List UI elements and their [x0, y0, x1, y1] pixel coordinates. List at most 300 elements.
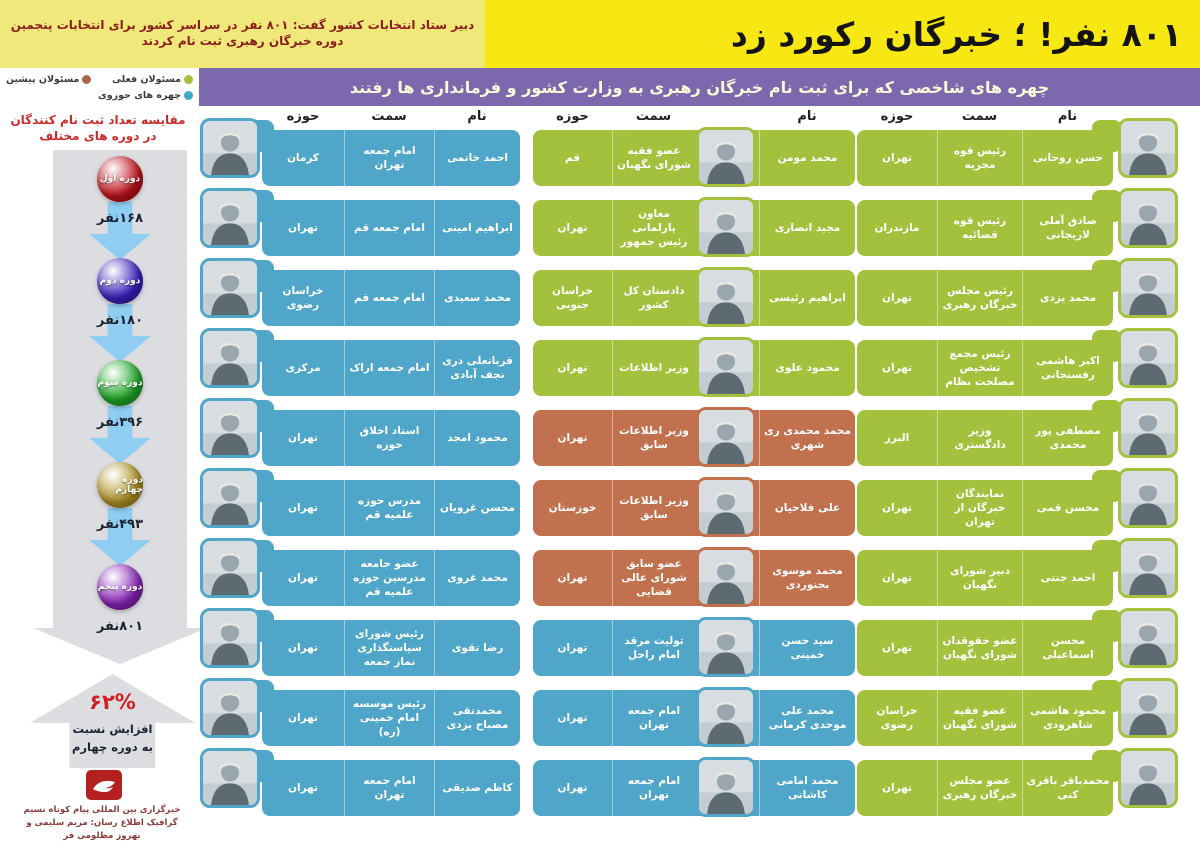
name-value: محمود علوی [775, 361, 840, 374]
table-row [533, 130, 855, 186]
person-avatar-icon [699, 340, 753, 394]
district-cell [262, 410, 344, 466]
position-value: امام جمعه تهران [627, 704, 681, 731]
position-cell [612, 130, 695, 186]
district-value: تهران [288, 221, 318, 234]
person-avatar-icon [699, 550, 753, 604]
name-cell [759, 550, 855, 606]
table-row [857, 340, 1113, 396]
district-cell [262, 550, 344, 606]
position-value: امام جمعه قم [353, 221, 426, 234]
column-header-name: نام [797, 108, 817, 124]
person-photo [1118, 608, 1178, 668]
person-avatar-icon [1121, 541, 1175, 595]
name-cell [759, 410, 855, 466]
table-row [533, 550, 855, 606]
position-value: استاد اخلاق حوزه [359, 424, 420, 451]
comparison-title: مقایسه تعداد ثبت نام کنندگان در دوره های مختلف [10, 113, 186, 144]
position-cell [937, 620, 1022, 676]
table-row [262, 550, 520, 606]
period-count: ۸۰۱نفر [96, 619, 144, 634]
name-value: رضا تقوی [451, 641, 504, 654]
person-avatar-icon [203, 261, 257, 315]
column-header-district: حوزه [880, 108, 914, 124]
district-cell [262, 130, 344, 186]
name-value: سید حسن خمینی [781, 634, 834, 661]
table-row [533, 270, 855, 326]
district-cell [533, 200, 612, 256]
name-value: محمد امامی کاشانی [776, 774, 839, 801]
name-value: محمد غروی [447, 571, 508, 584]
position-value: رئیس قوه مجریه [953, 144, 1007, 171]
district-cell [857, 200, 937, 256]
name-value: محسن قمی [1036, 501, 1100, 514]
banner-text: چهره های شاخصی که برای ثبت نام خبرگان رهبری به وزارت کشور و فرمانداری ها رفتند [349, 77, 1050, 97]
name-value: محمد سعیدی [443, 291, 512, 304]
legend-label: چهره های حوزوی [98, 89, 181, 101]
table-row [262, 200, 520, 256]
position-value: وزیر اطلاعات سابق [619, 494, 689, 521]
name-cell [434, 690, 520, 746]
position-value: دادستان کل کشور [623, 284, 685, 311]
person-photo [696, 197, 756, 257]
name-value: محمد یزدی [1039, 291, 1097, 304]
period-label: دوره دوم [99, 276, 141, 286]
district-cell [262, 690, 344, 746]
legend [0, 68, 199, 106]
district-cell [533, 480, 612, 536]
person-photo [200, 118, 260, 178]
position-value: معاون پارلمانی رئیس جمهور [620, 207, 688, 249]
district-cell [857, 760, 937, 816]
name-cell [759, 620, 855, 676]
person-photo [1118, 328, 1178, 388]
name-cell [759, 760, 855, 816]
position-value: نمایندگان خبرگان از تهران [954, 487, 1006, 529]
position-cell [344, 200, 434, 256]
column-header-position: سمت [635, 108, 672, 124]
name-cell [1022, 550, 1113, 606]
district-value: تهران [557, 221, 588, 234]
person-photo [696, 337, 756, 397]
person-photo [1118, 538, 1178, 598]
table-column-headers-right [857, 106, 1113, 126]
person-photo [696, 617, 756, 677]
position-cell [612, 340, 695, 396]
person-avatar-icon [1121, 471, 1175, 525]
position-cell [612, 270, 695, 326]
district-cell [857, 410, 937, 466]
credit-line: گرافیک اطلاع رسان: مریم سلیمی و [26, 818, 178, 829]
table-column-headers-left [262, 106, 520, 126]
position-value: عضو فقیه شورای نگهبان [942, 704, 1017, 731]
name-value: احمد جنتی [1040, 571, 1096, 584]
name-cell [434, 200, 520, 256]
subtitle-text: دبیر ستاد انتخابات کشور گفت: ۸۰۱ نفر در سراسر کشور برای انتخابات پنجمین دوره خبرگان رهبری ثبت نام کردند [10, 18, 475, 48]
position-value: رئیس موسسه امام خمینی (ره) [352, 697, 427, 739]
position-cell [612, 480, 695, 536]
person-avatar-icon [1121, 611, 1175, 665]
district-value: خراسان رضوی [876, 704, 918, 731]
table-row [262, 410, 520, 466]
period-label: دوره اول [99, 174, 141, 184]
position-cell [344, 130, 434, 186]
increase-percentage: ۶۲% [89, 690, 136, 714]
person-avatar-icon [203, 611, 257, 665]
person-avatar-icon [203, 401, 257, 455]
table-row [533, 480, 855, 536]
table-row [857, 270, 1113, 326]
district-value: مازندران [874, 221, 920, 234]
position-value: رئیس مجلس خبرگان رهبری [942, 284, 1018, 311]
person-avatar-icon [699, 480, 753, 534]
person-photo [200, 188, 260, 248]
person-photo [200, 678, 260, 738]
district-cell [857, 550, 937, 606]
name-value: اکبر هاشمی رفسنجانی [1036, 354, 1100, 381]
column-header-name: نام [1057, 108, 1078, 124]
table-row [262, 760, 520, 816]
district-value: تهران [557, 641, 588, 654]
name-value: محسن غرویان [440, 501, 515, 514]
position-value: امام جمعه اراک [349, 361, 430, 374]
position-cell [937, 760, 1022, 816]
person-avatar-icon [1121, 191, 1175, 245]
district-cell [533, 340, 612, 396]
position-value: امام جمعه تهران [627, 774, 681, 801]
legend-label: مسئولان پیشین [6, 73, 80, 85]
district-cell [262, 270, 344, 326]
position-cell [937, 200, 1022, 256]
position-cell [612, 760, 695, 816]
bird-swoosh-icon [89, 773, 119, 797]
district-cell [533, 550, 612, 606]
period-circle [97, 564, 143, 610]
district-value: تهران [288, 711, 318, 724]
position-cell [612, 200, 695, 256]
name-cell [434, 760, 520, 816]
period-circle [97, 462, 143, 508]
person-avatar-icon [203, 121, 257, 175]
table-row [262, 480, 520, 536]
name-cell [759, 270, 855, 326]
position-cell [937, 270, 1022, 326]
district-value: خراسان رضوی [282, 284, 324, 311]
clerical-figures-dot-icon [184, 91, 193, 100]
person-photo [1118, 188, 1178, 248]
person-photo [1118, 678, 1178, 738]
person-photo [200, 258, 260, 318]
banner-bar [199, 68, 1200, 106]
period-label: دوره پنجم [97, 582, 143, 592]
person-photo [696, 407, 756, 467]
district-cell [857, 480, 937, 536]
person-photo [200, 468, 260, 528]
table-row [533, 620, 855, 676]
position-value: عضو حقوقدان شورای نگهبان [942, 634, 1018, 661]
former-officials-dot-icon [82, 75, 91, 84]
district-value: تهران [557, 711, 588, 724]
position-value: عضو فقیه شورای نگهبان [616, 144, 691, 171]
increase-caption-line2: به دوره چهارم [71, 740, 153, 754]
position-cell [937, 130, 1022, 186]
column-header-position: سمت [371, 108, 407, 124]
district-value: تهران [288, 571, 318, 584]
person-photo [696, 267, 756, 327]
name-cell [1022, 340, 1113, 396]
name-cell [434, 130, 520, 186]
person-avatar-icon [1121, 121, 1175, 175]
district-value: کرمان [286, 151, 320, 164]
position-cell [937, 690, 1022, 746]
name-cell [759, 480, 855, 536]
period-count: ۱۸۰نفر [96, 313, 144, 328]
name-value: محسن اسماعیلی [1042, 634, 1094, 661]
legend-item-former [6, 74, 91, 85]
district-cell [857, 270, 937, 326]
position-value: مدرس حوزه علمیه قم [357, 494, 422, 521]
person-avatar-icon [699, 620, 753, 674]
district-value: تهران [288, 641, 318, 654]
name-cell [434, 480, 520, 536]
position-cell [612, 620, 695, 676]
table-row [262, 340, 520, 396]
position-value: رئیس قوه قضائیه [953, 214, 1007, 241]
district-cell [857, 620, 937, 676]
name-value: محمدباقر باقری کنی [1026, 774, 1110, 801]
table-row [262, 620, 520, 676]
person-photo [200, 328, 260, 388]
person-avatar-icon [699, 760, 753, 814]
name-value: علی فلاحیان [774, 501, 841, 514]
name-value: محمدتقی مصباح یزدی [446, 704, 509, 731]
name-cell [1022, 270, 1113, 326]
person-avatar-icon [1121, 331, 1175, 385]
table-row [857, 690, 1113, 746]
district-cell [533, 270, 612, 326]
district-value: تهران [882, 151, 912, 164]
credit-line: خبرگزاری بین المللی پیام کوتاه نسیم [23, 805, 181, 815]
position-cell [612, 410, 695, 466]
name-cell [759, 130, 855, 186]
name-cell [434, 410, 520, 466]
person-photo [696, 757, 756, 817]
position-value: رئیس مجمع تشخیص مصلحت نظام [945, 347, 1015, 389]
district-cell [857, 690, 937, 746]
position-value: عضو مجلس خبرگان رهبری [942, 774, 1018, 801]
person-avatar-icon [203, 471, 257, 525]
name-cell [1022, 760, 1113, 816]
name-value: محمود هاشمی شاهرودی [1030, 704, 1106, 731]
district-value: تهران [288, 501, 318, 514]
district-value: مرکزی [285, 361, 321, 374]
table-row [857, 130, 1113, 186]
table-row [533, 410, 855, 466]
district-cell [262, 200, 344, 256]
district-cell [262, 760, 344, 816]
person-photo [1118, 468, 1178, 528]
position-cell [344, 410, 434, 466]
position-value: دبیر شورای نگهبان [950, 564, 1010, 591]
person-avatar-icon [203, 541, 257, 595]
name-value: ابراهیم رئیسی [769, 291, 846, 304]
person-photo [1118, 258, 1178, 318]
person-avatar-icon [699, 410, 753, 464]
district-value: تهران [288, 781, 318, 794]
person-avatar-icon [1121, 401, 1175, 455]
person-avatar-icon [699, 270, 753, 324]
district-value: تهران [882, 361, 912, 374]
period-circle [97, 360, 143, 406]
period-label: دوره سوم [97, 378, 143, 388]
position-cell [344, 620, 434, 676]
name-cell [1022, 690, 1113, 746]
name-value: محمد محمدی ری شهری [764, 424, 851, 451]
subtitle-band [0, 0, 485, 68]
person-photo [200, 748, 260, 808]
person-avatar-icon [203, 681, 257, 735]
district-value: خوزستان [548, 501, 597, 514]
legend-item-current [112, 74, 193, 85]
table-row [533, 690, 855, 746]
person-avatar-icon [203, 331, 257, 385]
legend-label: مسئولان فعلی [112, 73, 181, 85]
column-header-name: نام [467, 108, 487, 124]
name-value: محمد علی موحدی کرمانی [768, 704, 847, 731]
table-row [533, 200, 855, 256]
position-value: وزیر اطلاعات [619, 361, 689, 374]
person-avatar-icon [203, 191, 257, 245]
table-row [857, 550, 1113, 606]
name-cell [1022, 130, 1113, 186]
position-value: وزیر دادگستری [954, 424, 1006, 451]
name-cell [434, 620, 520, 676]
name-cell [759, 340, 855, 396]
position-value: عضو جامعه مدرسین حوزه علمیه قم [353, 557, 426, 599]
title-band [485, 0, 1200, 68]
district-value: تهران [557, 571, 588, 584]
person-photo [1118, 398, 1178, 458]
period-label: دوره چهارم [115, 475, 143, 495]
table-row [262, 130, 520, 186]
person-photo [696, 547, 756, 607]
name-cell [434, 340, 520, 396]
legend-item-clerical [98, 90, 193, 101]
period-circle [97, 258, 143, 304]
period-count: ۱۶۸نفر [96, 211, 144, 226]
increase-caption-line1: افزایش نسبت [72, 722, 153, 736]
table-row [857, 760, 1113, 816]
person-avatar-icon [699, 200, 753, 254]
position-cell [344, 340, 434, 396]
table-column-headers-middle [533, 106, 855, 126]
name-value: محمد مومن [777, 151, 838, 164]
district-cell [857, 340, 937, 396]
position-cell [937, 550, 1022, 606]
name-value: ابراهیم امینی [442, 221, 513, 234]
position-value: رئیس شورای سیاستگذاری نماز جمعه [355, 627, 424, 669]
district-value: تهران [882, 291, 912, 304]
credit-caption [16, 804, 188, 844]
name-value: صادق آملی لاریجانی [1039, 214, 1097, 241]
district-value: تهران [882, 641, 912, 654]
district-value: تهران [882, 571, 912, 584]
name-cell [1022, 620, 1113, 676]
name-value: احمد خاتمی [446, 151, 509, 164]
district-cell [857, 130, 937, 186]
column-header-district: حوزه [556, 108, 589, 124]
district-value: خراسان جنوبی [552, 284, 593, 311]
district-cell [533, 760, 612, 816]
person-avatar-icon [203, 751, 257, 805]
district-value: قم [564, 151, 581, 164]
table-row [262, 270, 520, 326]
name-value: مصطفی پور محمدی [1035, 424, 1101, 451]
district-value: تهران [557, 781, 588, 794]
person-photo [1118, 748, 1178, 808]
position-cell [344, 690, 434, 746]
position-cell [612, 550, 695, 606]
name-cell [434, 270, 520, 326]
position-cell [344, 760, 434, 816]
district-cell [262, 340, 344, 396]
person-avatar-icon [699, 690, 753, 744]
table-row [857, 410, 1113, 466]
position-cell [344, 480, 434, 536]
table-row [857, 620, 1113, 676]
name-cell [759, 200, 855, 256]
person-avatar-icon [1121, 681, 1175, 735]
district-cell [262, 480, 344, 536]
name-cell [1022, 410, 1113, 466]
position-cell [937, 410, 1022, 466]
person-avatar-icon [1121, 751, 1175, 805]
district-value: تهران [288, 431, 318, 444]
nasim-agency-logo [86, 770, 122, 800]
person-avatar-icon [1121, 261, 1175, 315]
district-cell [533, 690, 612, 746]
page-title: ۸۰۱ نفر! ؛ خبرگان رکورد زد [730, 14, 1182, 54]
district-cell [533, 620, 612, 676]
name-value: قربانعلی دری نجف آبادی [442, 354, 513, 381]
table-row [857, 480, 1113, 536]
person-photo [200, 398, 260, 458]
district-value: البرز [884, 431, 910, 444]
person-photo [200, 538, 260, 598]
name-cell [1022, 200, 1113, 256]
period-count: ۳۹۶نفر [96, 415, 144, 430]
period-circle [97, 156, 143, 202]
name-value: محمود امجد [447, 431, 508, 444]
district-value: تهران [882, 501, 912, 514]
position-value: وزیر اطلاعات سابق [619, 424, 689, 451]
person-photo [696, 477, 756, 537]
table-row [533, 760, 855, 816]
district-value: تهران [882, 781, 912, 794]
name-value: حسن روحانی [1032, 151, 1103, 164]
period-count: ۴۹۳نفر [96, 517, 144, 532]
name-value: کاظم صدیقی [442, 781, 513, 794]
name-value: مجید انصاری [774, 221, 841, 234]
position-cell [937, 340, 1022, 396]
person-photo [696, 127, 756, 187]
district-value: تهران [557, 361, 588, 374]
person-photo [200, 608, 260, 668]
district-cell [533, 410, 612, 466]
position-cell [344, 550, 434, 606]
position-value: امام جمعه تهران [363, 774, 416, 801]
district-cell [262, 620, 344, 676]
